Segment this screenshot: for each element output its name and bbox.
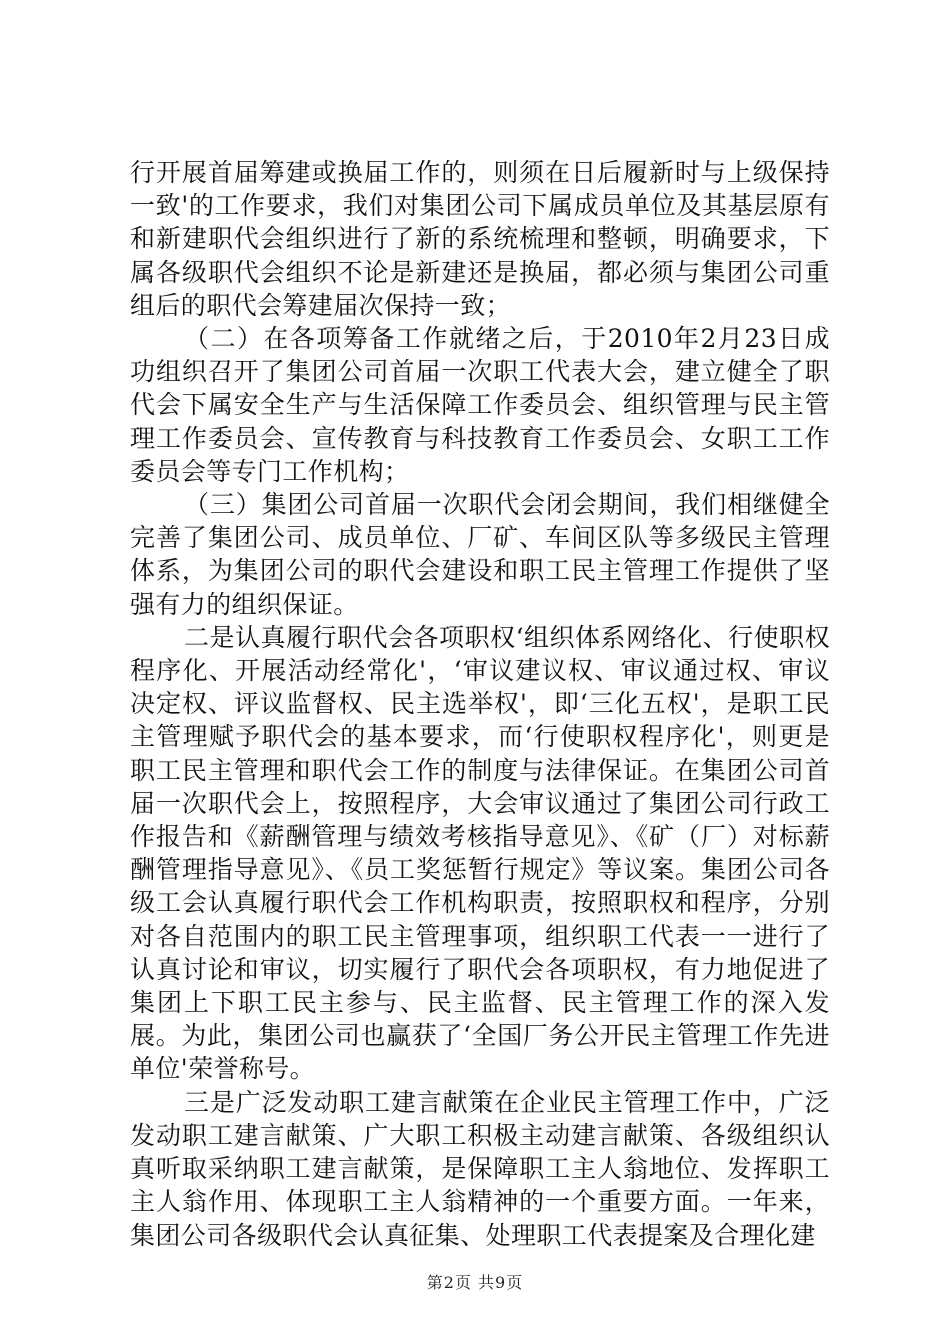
paragraph-5: 三是广泛发动职工建言献策在企业民主管理工作中，广泛发动职工建言献策、广大职工积极主动建言献策、各级组织认真听取采纳职工建言献策，是保障职工主人翁地位、发挥职工主人翁作用、体现职工主人翁精神的一个重要方面。一年来，集团公司各级职代会认真征集、处理职工代表提案及合理化建	[130, 1087, 830, 1250]
paragraph-4: 二是认真履行职代会各项职权‘组织体系网络化、行使职权程序化、开展活动经常化'，‘审议建议权、审议通过权、审议决定权、评议监督权、民主选举权'，即‘三化五权'，是职工民主管理赋予职代会的基本要求，而‘行使职权程序化'，则更是职工民主管理和职代会工作的制度与法律保证。在集团公司首届一次职代会上，按照程序，大会审议通过了集团公司行政工作报告和《薪酬管理与绩效考核指导意见》、《矿（厂）对标薪酬管理指导意见》、《员工奖惩暂行规定》等议案。集团公司各级工会认真履行职代会工作机构职责，按照职权和程序，分别对各自范围内的职工民主管理事项，组织职工代表一一进行了认真讨论和审议，切实履行了职代会各项职权，有力地促进了集团上下职工民主参与、民主监督、民主管理工作的深入发展。为此，集团公司也赢获了‘全国厂务公开民主管理工作先进单位'荣誉称号。	[130, 622, 830, 1084]
page-number-footer: 第2页 共9页	[426, 1273, 524, 1292]
paragraph-3: （三）集团公司首届一次职代会闭会期间，我们相继健全完善了集团公司、成员单位、厂矿、车间区队等多级民主管理体系，为集团公司的职代会建设和职工民主管理工作提供了坚强有力的组织保证。	[130, 490, 830, 619]
paragraph-2: （二）在各项筹备工作就绪之后，于2010年2月23日成功组织召开了集团公司首届一次职工代表大会，建立健全了职代会下属安全生产与生活保障工作委员会、组织管理与民主管理工作委员会、宣传教育与科技教育工作委员会、女职工工作委员会等专门工作机构；	[130, 324, 830, 486]
paragraph-1: 行开展首届筹建或换届工作的，则须在日后履新时与上级保持一致'的工作要求，我们对集团公司下属成员单位及其基层原有和新建职代会组织进行了新的系统梳理和整顿，明确要求，下属各级职代会组织不论是新建还是换届，都必须与集团公司重组后的职代会筹建届次保持一致；	[130, 158, 830, 320]
document-body	[130, 156, 830, 1252]
